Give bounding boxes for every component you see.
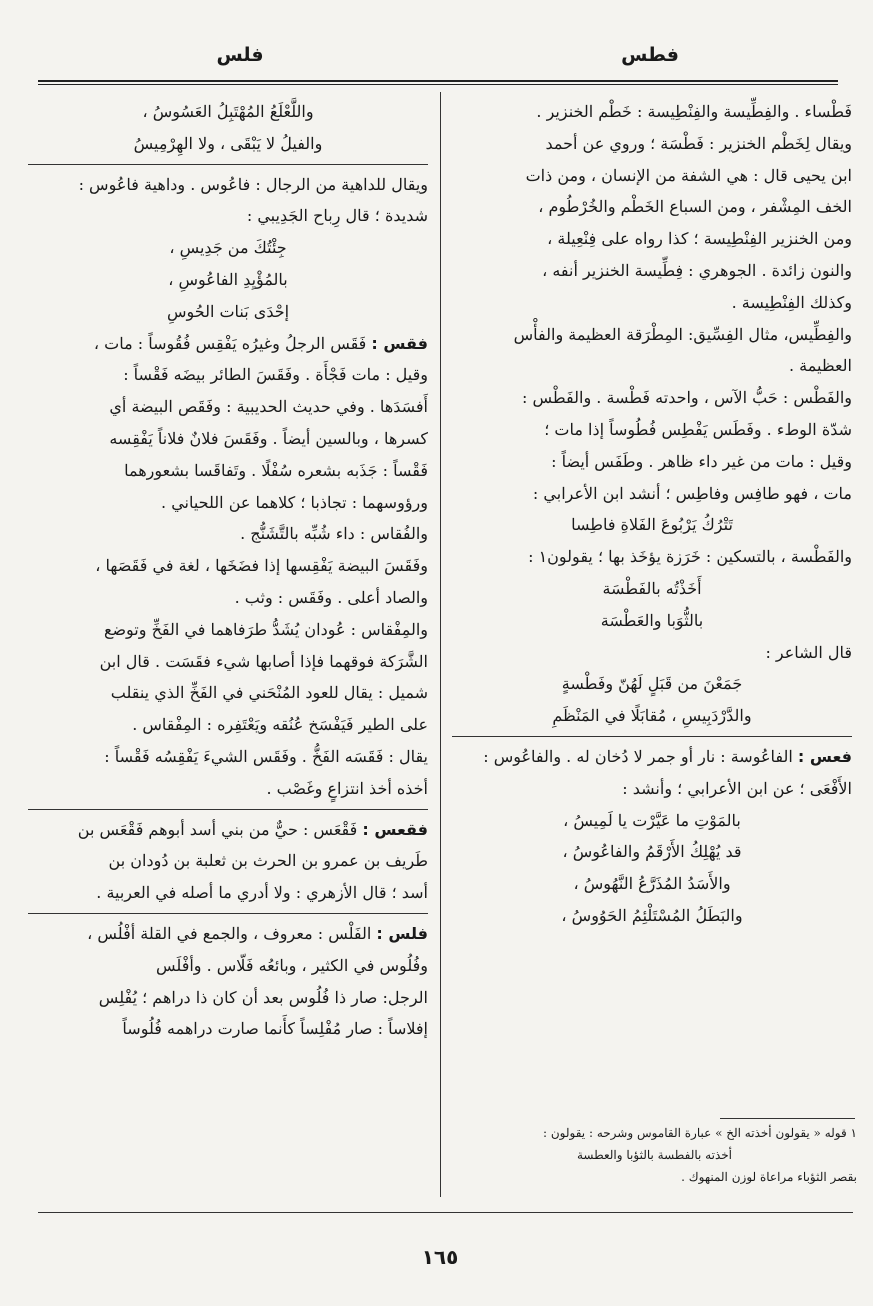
- footnote: [452, 1122, 857, 1188]
- line: يقال : فَقَسَه الفَخُّ . وفَقَس الشيءَ يَفْقِسُه فَقْساً :: [104, 746, 428, 766]
- line: الرجل: صار ذا فُلُوس بعد أن كان ذا دراهم ؛ يُفْلِس: [98, 987, 428, 1007]
- header-rule-thin: [38, 84, 838, 85]
- entry-line: [28, 328, 428, 360]
- line: الخف المِشْفر ، ومن السباع الخَطْم والخُرْطُوم ،: [538, 197, 852, 217]
- footnote-line: ١ قوله « يقولون أخذته الخ » عبارة القاموس وشرحه : يقولون :: [543, 1126, 857, 1140]
- line: ومن الخنزير الفِنْطِيسة ؛ كذا رواه على فِنْعِيلة ،: [547, 229, 852, 249]
- entry-separator: [28, 164, 428, 165]
- verse-line: بالثُّوَبا والعَطْسَة: [600, 610, 704, 630]
- line: ورؤوسهما : تجاذبا ؛ كلاهما عن اللحياني .: [161, 492, 428, 512]
- line: ويقال لِخَطْم الخنزير : فَطْسَة ؛ وروي عن أحمد: [545, 133, 852, 153]
- verse-line: والدَّرْدَبِيسِ ، مُقابَلًا في المَنْظَمِ: [552, 706, 752, 726]
- verse-line: بالمُؤْيِدِ الفاعُوسِ ،: [168, 269, 288, 289]
- verse-line: تَتْرُكُ يَرْبُوعَ الفَلاةِ فاطِسا: [571, 515, 733, 535]
- line: أخذه أخذ انتزاعٍ وغَصْب .: [266, 778, 428, 798]
- line: الأَفْعَى ؛ عن ابن الأعرابي ؛ وأنشد :: [622, 778, 852, 798]
- entry-text: فَقَس الرجلُ وغيرُه يَفْقِس فُقُوساً : مات ،: [93, 333, 367, 353]
- line: فَطْساء . والفِطِّيسة والفِنْطِيسة : خَطْم الخنزير .: [536, 102, 852, 121]
- line: وقيل : مات فَجْأَة . وفَقَسَ الطائر بيضَه فَقْساً :: [123, 365, 428, 385]
- line: والفِطِّيس، مثال الفِسِّيق: المِطْرَقة العظيمة والفأْس: [513, 324, 852, 344]
- entry-text: الفَلْس : معروف ، والجمع في القلة أفْلُس ،: [87, 923, 372, 943]
- entry-separator: [452, 736, 852, 737]
- line: شميل : يقال للعود المُنْحَني في الفَخِّ الذي ينقلب: [110, 683, 428, 703]
- right-column: [452, 96, 852, 932]
- footnote-line: أخذته بالفطسة بالثؤبا والعطسة: [577, 1148, 732, 1162]
- verse-line: والفيلُ لا يَبْقَى ، ولا الهِرْمِيسُ: [133, 133, 323, 153]
- entry-line: [28, 814, 428, 846]
- line: شدّة الوطء . وفَطَس يَفْطِس فُطُوساً إذا مات ؛: [544, 419, 852, 439]
- line: والنون زائدة . الجوهري : فِطِّيسة الخنزير أنفه ،: [542, 260, 852, 280]
- verse-line: قد يُهْلِكُ الأَرْقَمُ والفاعُوسُ ،: [562, 842, 742, 862]
- verse-line: بالمَوْتِ ما عَيَّرْت يا لَمِيسُ ،: [563, 810, 741, 830]
- line: والفَطْسة ، بالتسكين : خَرَزة يؤخَذ بها ؛ يقولون١ :: [528, 547, 852, 567]
- line: فَقْساً : جَذَبه بشعره سُفْلًا . وتَفاقَسا بشعورهما: [124, 460, 428, 480]
- verse-line: واللَّعْلَعُ المُهْتَبِلُ العَسُوسُ ،: [142, 102, 314, 121]
- line: والمِفْقاس : عُودان يُشَدُّ طرَفاهما في الفَخِّ وتوضع: [103, 619, 428, 639]
- entry-line: [28, 918, 428, 950]
- line: والفَطْس : حَبُّ الآس ، واحدته فَطْسة . والفَطْس :: [522, 388, 852, 408]
- entry-text: فَقْعَس : حيٌّ من بني أسد أبوهم فَقْعَس بن: [77, 819, 358, 839]
- line: إفلاساً : صار مُفْلِساً كأَنما صارت دراهمه فُلُوساً: [122, 1019, 428, 1039]
- left-column: [28, 96, 428, 1045]
- line: كسرها ، وبالسين أيضاً . وفَقَسَ فلانٌ فلاناً يَفْقِسه: [109, 428, 428, 448]
- line: أسد ؛ قال الأزهري : ولا أدري ما أصله في العربية .: [96, 883, 428, 903]
- line: ابن يحيى قال : هي الشفة من الإنسان ، ومن ذات: [525, 165, 852, 185]
- entry-separator: [28, 913, 428, 914]
- line: أَفسَدَها . وفي حديث الحديبية : وفَقَص البيضة أي: [109, 397, 428, 417]
- line: وفَقَسَ البيضة يَفْقِسها إذا فضَخَها ، لغة في فَقَصَها ،: [95, 556, 428, 576]
- entry-headword: فلس :: [376, 923, 428, 943]
- running-head-left: فلس: [216, 44, 264, 66]
- line: ويقال للداهية من الرجال : فاعُوس . وداهية فاعُوس :: [78, 174, 428, 194]
- header-rule: [38, 80, 838, 82]
- entry-headword: فقعس :: [362, 819, 428, 839]
- line: قال الشاعر :: [765, 642, 852, 662]
- line: شديدة ؛ قال رِباح الجَدِيبي :: [246, 206, 428, 226]
- running-head-right: فطس: [621, 44, 679, 66]
- verse-line: إحْدَى بَنات الحُوسِ: [166, 301, 290, 321]
- footer-rule: [38, 1212, 853, 1213]
- verse-line: والبَطَلُ المُسْتَلْئِمُ الحَوُوسُ ،: [561, 905, 743, 925]
- entry-separator: [28, 809, 428, 810]
- footnote-line: بقصر الثؤباء مراعاة لوزن المنهوك .: [681, 1170, 857, 1184]
- line: وفُلُوس في الكثير ، وبائعُه فَلّاس . وأفْلَس: [156, 955, 428, 975]
- line: الشَّرَكة فوقهما فإذا أصابها شيء فقَسَت . قال ابن: [99, 651, 428, 671]
- line: على الطير فَيَفْسَخ عُنُقه ويَعْتَفِره : المِفْقاس .: [132, 715, 428, 735]
- verse-line: جِئْتُكَ من جَدِيسِ ،: [169, 238, 287, 258]
- line: مات ، فهو طافِس وفاطِس ؛ أنشد ابن الأعرابي :: [532, 483, 852, 503]
- line: والفُقاس : داء شُبِّه بالتَّشَنُّج .: [240, 524, 428, 544]
- column-divider: [440, 92, 441, 1197]
- footnote-rule: [720, 1118, 855, 1119]
- verse-line: والأَسَدُ المُذَرَّعُ النَّهُوسُ ،: [573, 874, 731, 894]
- line: طَريف بن عمرو بن الحرث بن ثعلبة بن دُودان بن: [108, 851, 428, 871]
- verse-line: أَخَذْتُه بالفَطْسَة: [602, 578, 702, 598]
- line: وقيل : مات من غير داء ظاهر . وطَفَس أيضاً :: [551, 451, 852, 471]
- entry-line: [452, 741, 852, 773]
- entry-headword: فعس :: [797, 746, 852, 766]
- entry-headword: فقس :: [371, 333, 428, 353]
- entry-text: الفاعُوسة : نار أو جمر لا دُخان له . والفاعُوس :: [483, 746, 793, 766]
- line: وكذلك الفِنْطِيسة .: [731, 292, 852, 312]
- verse-line: جَمَعْنَ من قَبَلٍ لَهُنّ وفَطْسةٍ: [561, 674, 743, 694]
- page-number: ١٦٥: [421, 1245, 459, 1269]
- line: العظيمة .: [789, 356, 852, 376]
- line: والصاد أعلى . وفَقَس : وثب .: [234, 587, 428, 607]
